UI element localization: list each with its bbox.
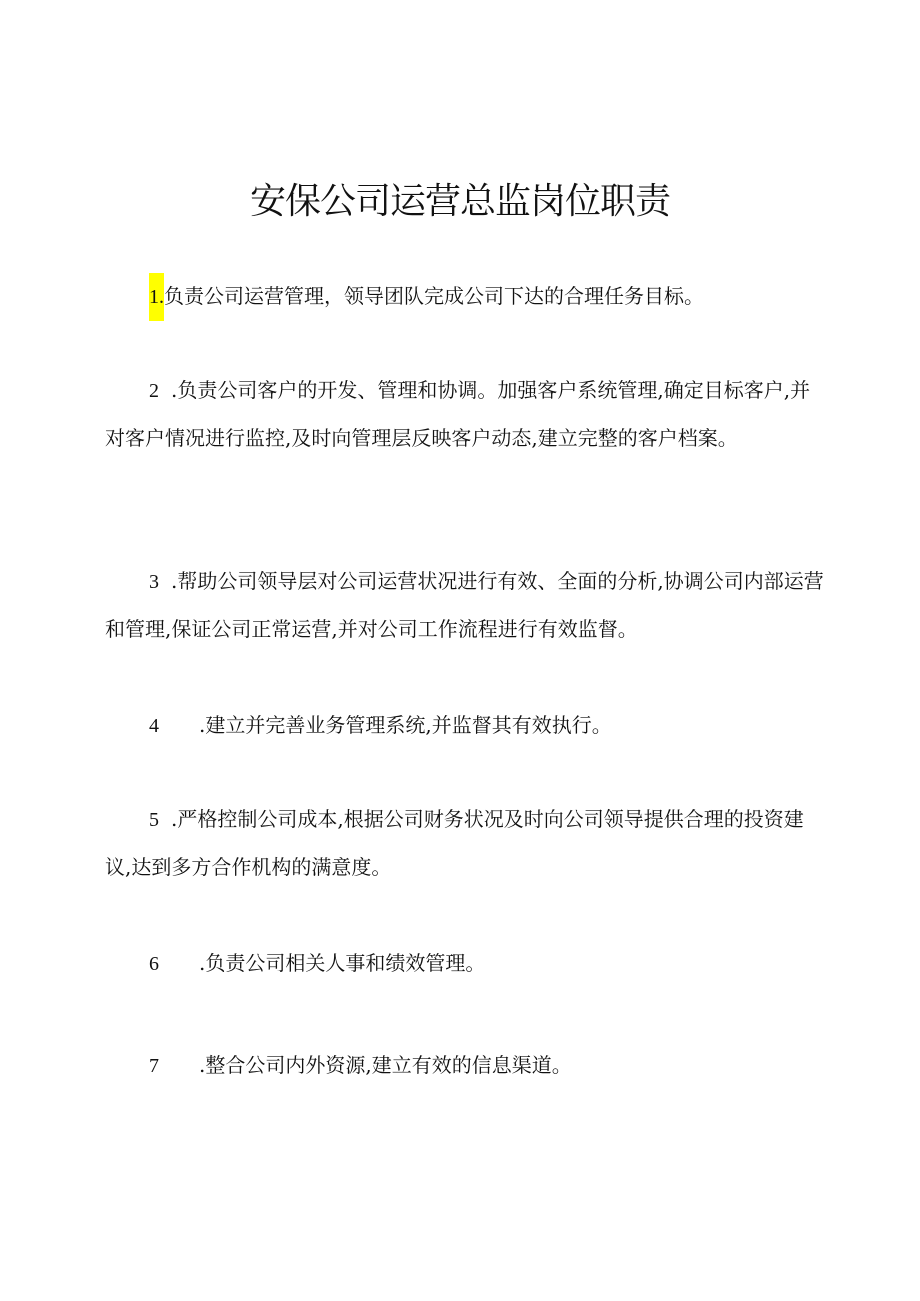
item-text: 严格控制公司成本,根据公司财务状况及时向公司领导提供合理的投资建议,达到多方合作机构的满意度。 [105, 807, 804, 879]
item-separator: . [199, 713, 206, 737]
duty-item-7 [105, 1042, 825, 1090]
item-number: 2 [149, 380, 159, 402]
item-number: 4 [149, 715, 159, 737]
item-text: 整合公司内外资源,建立有效的信息渠道。 [205, 1053, 572, 1077]
duty-item-2 [105, 367, 825, 462]
item-separator: . [199, 951, 206, 975]
duty-item-3 [105, 558, 825, 653]
duty-item-4 [105, 702, 825, 750]
item-text: 帮助公司领导层对公司运营状况进行有效、全面的分析,协调公司内部运营和管理,保证公司正常运营,并对公司工作流程进行有效监督。 [105, 569, 824, 641]
item-separator: . [171, 807, 178, 831]
item-separator: . [171, 569, 178, 593]
item-text: 建立并完善业务管理系统,并监督其有效执行。 [205, 713, 612, 737]
duty-item-5 [105, 796, 825, 891]
item-text: 负责公司运营管理，领导团队完成公司下达的合理任务目标。 [164, 284, 704, 308]
item-separator: . [199, 1053, 206, 1077]
duty-item-6 [105, 940, 825, 988]
item-number: 6 [149, 953, 159, 975]
duty-item-1 [105, 273, 825, 321]
item-text: 负责公司相关人事和绩效管理。 [205, 951, 486, 975]
item-number: 3 [149, 571, 159, 593]
item-number: 7 [149, 1055, 159, 1077]
item-text: 负责公司客户的开发、管理和协调。加强客户系统管理,确定目标客户,并对客户情况进行监控,及时向管理层反映客户动态,建立完整的客户档案。 [105, 378, 811, 450]
item-separator: . [171, 378, 178, 402]
item-number: 5 [149, 809, 159, 831]
item-number: 1. [149, 273, 164, 321]
document-title: 安保公司运营总监岗位职责 [249, 181, 670, 222]
